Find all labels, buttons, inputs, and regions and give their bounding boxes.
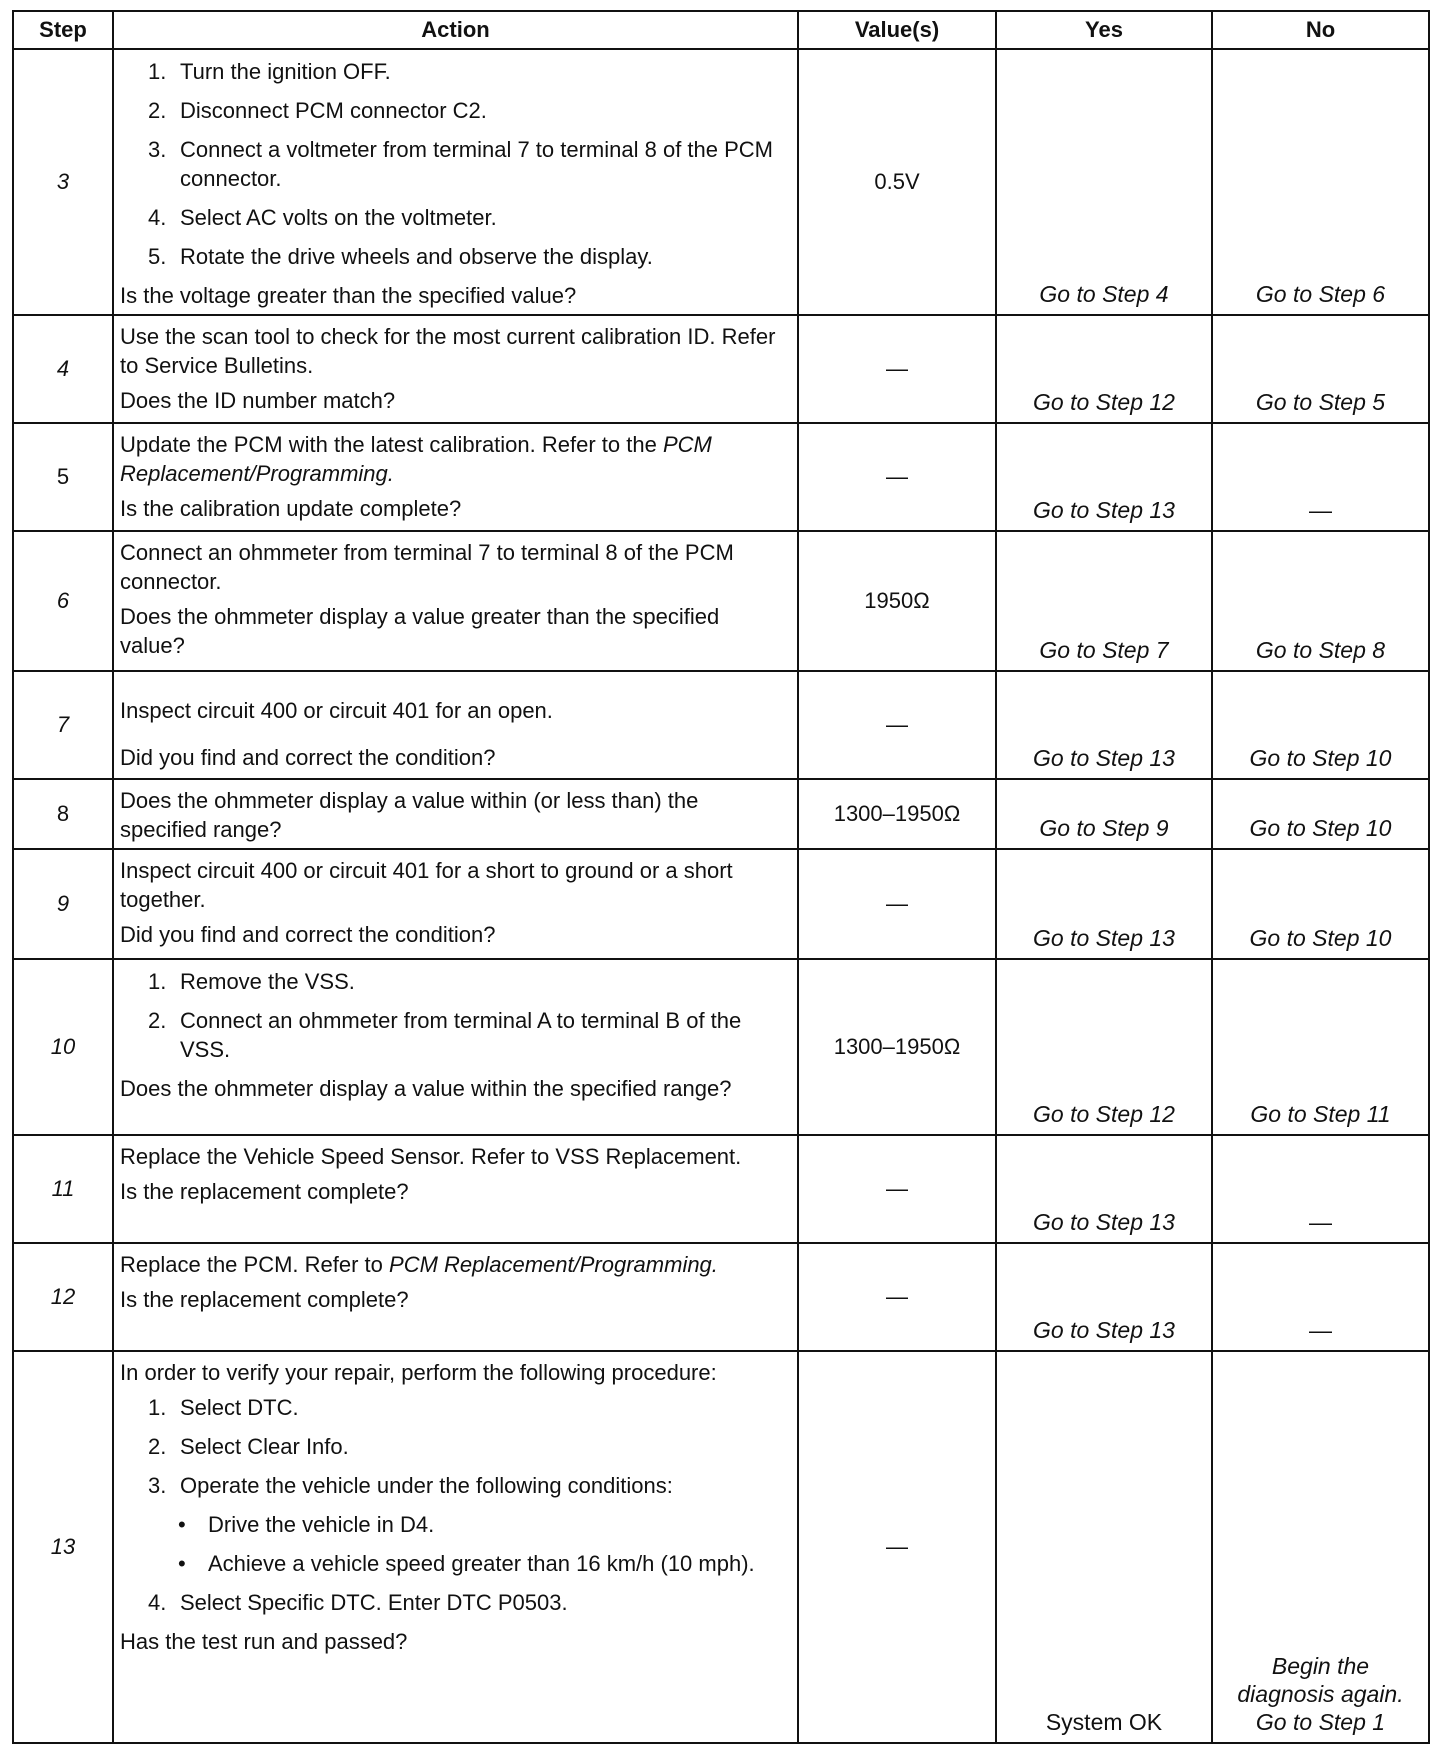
table-row-step-5 <box>13 423 1429 531</box>
list-item: 2. Disconnect PCM connector C2. <box>148 98 487 123</box>
step-number: 5 <box>13 423 113 531</box>
list-item: 4. Select AC volts on the voltmeter. <box>148 205 497 230</box>
question-text: Is the voltage greater than the specified value? <box>120 283 577 308</box>
step-number: 4 <box>13 315 113 423</box>
no-cell: Go to Step 5 <box>1212 315 1429 423</box>
step-number: 7 <box>13 671 113 779</box>
header-row <box>13 11 1429 49</box>
table-row-step-6 <box>13 531 1429 671</box>
action-text: Replace the PCM. Refer to PCM Replacement/Programming. <box>120 1252 718 1277</box>
step-number: 10 <box>13 959 113 1135</box>
question-text: Is the calibration update complete? <box>120 496 462 521</box>
no-line: diagnosis again. <box>1237 1681 1404 1707</box>
question-text: Does the ohmmeter display a value within (or less than) the specified range? <box>120 788 699 842</box>
no-cell: Go to Step 8 <box>1212 531 1429 671</box>
question-text: Did you find and correct the condition? <box>120 745 496 770</box>
no-cell: — <box>1212 1243 1429 1351</box>
action-cell <box>113 1351 798 1743</box>
yes-cell: Go to Step 9 <box>996 779 1212 849</box>
yes-cell: Go to Step 13 <box>996 423 1212 531</box>
question-text: Does the ohmmeter display a value within the specified range? <box>120 1076 732 1101</box>
header-action: Action <box>113 11 798 49</box>
action-cell <box>113 315 798 423</box>
table-row-step-11 <box>13 1135 1429 1243</box>
action-text: Update the PCM with the latest calibration. Refer to the PCM Replacement/Programming. <box>120 432 712 486</box>
yes-cell: Go to Step 12 <box>996 315 1212 423</box>
list-item: 1. Turn the ignition OFF. <box>148 59 391 84</box>
value-cell: — <box>798 423 996 531</box>
question-text: Is the replacement complete? <box>120 1179 409 1204</box>
yes-cell: Go to Step 13 <box>996 1135 1212 1243</box>
action-text: Connect an ohmmeter from terminal 7 to terminal 8 of the PCM connector. <box>120 540 734 594</box>
no-cell: Go to Step 11 <box>1212 959 1429 1135</box>
value-cell: — <box>798 1243 996 1351</box>
list-item: 3. Operate the vehicle under the following conditions: <box>148 1473 673 1498</box>
no-cell: — <box>1212 1135 1429 1243</box>
question-text: Has the test run and passed? <box>120 1629 408 1654</box>
no-cell: Go to Step 10 <box>1212 779 1429 849</box>
table-row-step-12 <box>13 1243 1429 1351</box>
header-value: Value(s) <box>798 11 996 49</box>
action-cell <box>113 959 798 1135</box>
value-cell: — <box>798 849 996 959</box>
yes-cell: Go to Step 13 <box>996 671 1212 779</box>
value-cell: — <box>798 1351 996 1743</box>
yes-cell: Go to Step 13 <box>996 1243 1212 1351</box>
step-number: 13 <box>13 1351 113 1743</box>
no-cell: — <box>1212 423 1429 531</box>
header-no: No <box>1212 11 1429 49</box>
table-row-step-13 <box>13 1351 1429 1743</box>
value-cell: — <box>798 1135 996 1243</box>
action-text: Inspect circuit 400 or circuit 401 for a short to ground or a short together. <box>120 858 733 912</box>
value-cell: 1950Ω <box>798 531 996 671</box>
bullet-icon: • <box>178 1512 186 1537</box>
bullet-icon: • <box>178 1551 186 1576</box>
action-cell <box>113 1135 798 1243</box>
action-text: In order to verify your repair, perform the following procedure: <box>120 1360 717 1385</box>
table-row-step-8 <box>13 779 1429 849</box>
action-cell <box>113 531 798 671</box>
question-text: Is the replacement complete? <box>120 1287 409 1312</box>
table-row-step-7 <box>13 671 1429 779</box>
yes-cell: Go to Step 12 <box>996 959 1212 1135</box>
action-text: Use the scan tool to check for the most current calibration ID. Refer to Service Bulletins. <box>120 324 776 378</box>
table-row-step-4 <box>13 315 1429 423</box>
value-cell: 0.5V <box>798 49 996 315</box>
action-cell <box>113 1243 798 1351</box>
yes-cell: Go to Step 4 <box>996 49 1212 315</box>
list-item: 2. Select Clear Info. <box>148 1434 349 1459</box>
value-cell: 1300–1950Ω <box>798 779 996 849</box>
no-cell: Go to Step 10 <box>1212 849 1429 959</box>
value-cell: — <box>798 315 996 423</box>
list-item: 5. Rotate the drive wheels and observe the display. <box>148 244 653 269</box>
value-cell: 1300–1950Ω <box>798 959 996 1135</box>
yes-cell: System OK <box>996 1351 1212 1743</box>
action-text: Replace the Vehicle Speed Sensor. Refer to VSS Replacement. <box>120 1144 742 1169</box>
header-step: Step <box>13 11 113 49</box>
action-cell <box>113 849 798 959</box>
step-number: 11 <box>13 1135 113 1243</box>
question-text: Does the ID number match? <box>120 388 396 413</box>
table-row-step-10 <box>13 959 1429 1135</box>
list-item: 2. Connect an ohmmeter from terminal A to terminal B of the VSS. <box>148 1008 742 1062</box>
yes-cell: Go to Step 7 <box>996 531 1212 671</box>
question-text: Did you find and correct the condition? <box>120 922 496 947</box>
list-item: 1. Remove the VSS. <box>148 969 355 994</box>
list-item: 4. Select Specific DTC. Enter DTC P0503. <box>148 1590 568 1615</box>
action-text: Inspect circuit 400 or circuit 401 for an open. <box>120 698 553 723</box>
list-item: 3. Connect a voltmeter from terminal 7 to terminal 8 of the PCM connector. <box>148 137 774 191</box>
bullet-item: • Drive the vehicle in D4. <box>178 1512 435 1537</box>
question-text: Does the ohmmeter display a value greater than the specified value? <box>120 604 720 658</box>
diagnostic-table <box>12 10 1430 1744</box>
yes-cell: Go to Step 13 <box>996 849 1212 959</box>
value-cell: — <box>798 671 996 779</box>
no-cell: Go to Step 6 <box>1212 49 1429 315</box>
step-number: 12 <box>13 1243 113 1351</box>
list-item: 1. Select DTC. <box>148 1395 299 1420</box>
no-cell <box>1212 1351 1429 1743</box>
header-yes: Yes <box>996 11 1212 49</box>
no-cell: Go to Step 10 <box>1212 671 1429 779</box>
action-cell <box>113 423 798 531</box>
step-number: 9 <box>13 849 113 959</box>
bullet-item: • Achieve a vehicle speed greater than 16 km/h (10 mph). <box>178 1551 755 1576</box>
step-number: 3 <box>13 49 113 315</box>
step-number: 6 <box>13 531 113 671</box>
action-cell <box>113 671 798 779</box>
no-line: Go to Step 1 <box>1255 1709 1386 1735</box>
table-row-step-9 <box>13 849 1429 959</box>
step-number: 8 <box>13 779 113 849</box>
no-line: Begin the <box>1271 1653 1370 1679</box>
diagnostic-table-sheet <box>12 10 1428 1744</box>
action-cell <box>113 779 798 849</box>
table-row-step-3 <box>13 49 1429 315</box>
action-cell <box>113 49 798 315</box>
